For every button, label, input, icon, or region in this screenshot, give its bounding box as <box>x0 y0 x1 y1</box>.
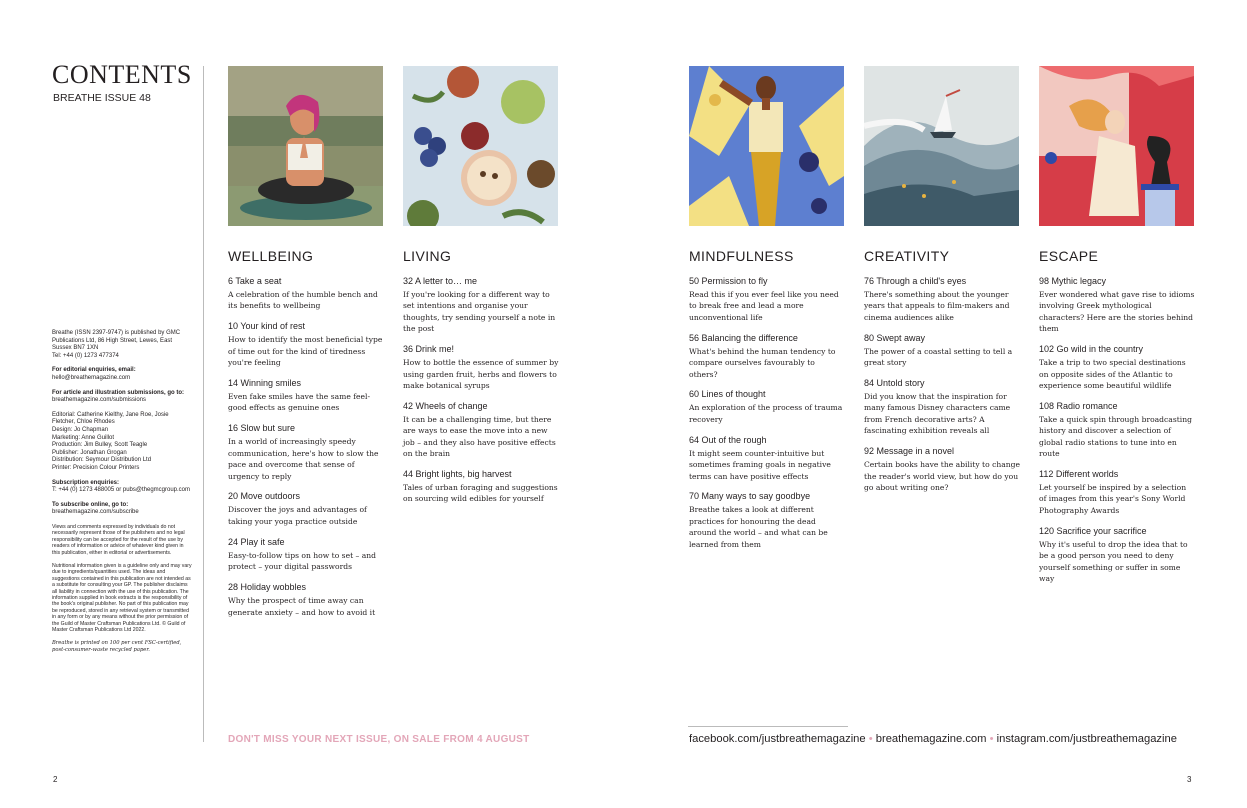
article-title: 102 Go wild in the country <box>1039 344 1144 355</box>
article-description: How to identify the most beneficial type of time out for the kind of tiredness you're feeling <box>228 335 383 368</box>
article-title: 108 Radio romance <box>1039 400 1118 411</box>
article-title: 28 Holiday wobbles <box>228 582 307 593</box>
greek-goddess-illustration <box>1039 66 1194 226</box>
design-credit: Design: Jo Chapman <box>52 426 109 433</box>
article-item[interactable] <box>864 446 1020 493</box>
article-title: 76 Through a child's eyes <box>864 276 967 286</box>
article-item[interactable] <box>1039 469 1195 516</box>
article-description: How to bottle the essence of summer by using garden fruit, herbs and flowers to make botanical syrups <box>403 358 559 390</box>
article-item[interactable] <box>1039 526 1195 585</box>
submissions-url: breathemagazine.com/submissions <box>52 397 147 404</box>
article-description: In a world of increasingly speedy communication, here's how to slow the pace and overcome that sense of urgency to reply <box>228 437 379 481</box>
subscription-contact: T: +44 (0) 1273 488005 or pubs@thegmcgroup.com <box>52 487 191 494</box>
page-number-left: 2 <box>53 775 58 784</box>
section-creativity <box>864 248 1020 503</box>
article-title: 60 Lines of thought <box>689 389 766 400</box>
website-link[interactable]: breathemagazine.com <box>875 733 987 745</box>
article-title: 98 Mythic legacy <box>1039 276 1107 286</box>
section-wellbeing <box>228 248 384 627</box>
disclaimer: Views and comments expressed by individuals do not necessarily represent those of the publishers and no legal responsibility can be accepted for the result of the use by readers of information or advice of whatever kind given in this publication, either in editorial or advertisements. <box>52 523 185 556</box>
social-divider <box>688 726 848 727</box>
article-title: 42 Wheels of change <box>403 400 488 411</box>
article-title: 10 Your kind of rest <box>228 321 306 332</box>
article-item[interactable] <box>1039 276 1195 335</box>
article-description: Did you know that the inspiration for many famous Disney characters came from French decorative arts? A fascinating exhibition reveals all <box>864 392 1011 436</box>
article-description: Discover the joys and advantages of taking your yoga practice outside <box>228 505 367 526</box>
section-title: LIVING <box>403 248 452 264</box>
subscribe-url: breathemagazine.com/subscribe <box>52 509 139 516</box>
article-description: A celebration of the humble bench and its benefits to wellbeing <box>228 290 378 311</box>
article-item[interactable] <box>689 491 845 550</box>
article-item[interactable] <box>228 582 384 618</box>
article-description: It can be a challenging time, but there are ways to ease the move into a new job – and they also have positive effects on the brain <box>403 414 556 459</box>
article-title: 24 Play it safe <box>228 536 285 547</box>
section-living <box>403 248 559 514</box>
distribution-credit: Distribution: Seymour Distribution Ltd <box>52 457 152 464</box>
article-item[interactable] <box>689 333 845 380</box>
print-note: Breathe is printed on 100 per cent FSC-certified, post-consumer-waste recycled paper. <box>52 640 182 653</box>
section-mindfulness <box>689 248 845 560</box>
article-item[interactable] <box>228 537 384 573</box>
editorial-email: hello@breathemagazine.com <box>52 374 131 381</box>
publisher-credit: Publisher: Jonathan Grogan <box>52 449 127 456</box>
section-title: CREATIVITY <box>864 248 950 264</box>
page-number-right: 3 <box>1187 775 1192 784</box>
article-title: 56 Balancing the difference <box>689 332 798 343</box>
editorial-label: For editorial enquiries, email: <box>52 367 136 374</box>
yoga-meditation-illustration <box>228 66 383 226</box>
article-title: 120 Sacrifice your sacrifice <box>1039 525 1147 536</box>
article-title: 92 Message in a novel <box>864 446 955 457</box>
tel-line: Tel: +44 (0) 1273 477374 <box>52 352 119 359</box>
article-item[interactable] <box>1039 344 1195 391</box>
article-title: 112 Different worlds <box>1039 468 1119 479</box>
article-item[interactable] <box>864 333 1020 369</box>
article-title: 14 Winning smiles <box>228 378 302 389</box>
article-description: Certain books have the ability to change the reader's world view, but how do you go about writing one? <box>864 460 1021 492</box>
article-description: Easy-to-follow tips on how to set – and protect – your digital passwords <box>228 550 377 572</box>
subscription-label: Subscription enquiries: <box>52 479 120 486</box>
next-issue-banner: DON'T MISS YOUR NEXT ISSUE, ON SALE FROM 4 AUGUST <box>228 734 530 745</box>
article-item[interactable] <box>864 378 1020 437</box>
article-description: The power of a coastal setting to tell a great story <box>864 346 1013 368</box>
article-title: 36 Drink me! <box>403 344 455 355</box>
article-item[interactable] <box>228 378 384 414</box>
masthead <box>52 330 192 660</box>
article-item[interactable] <box>228 276 384 312</box>
article-title: 70 Many ways to say goodbye <box>689 491 811 502</box>
article-description: Let yourself be inspired by a selection of images from this year's Sony World Photography Awards <box>1039 482 1187 515</box>
article-item[interactable] <box>689 389 845 425</box>
article-item[interactable] <box>403 344 559 391</box>
section-title: ESCAPE <box>1039 248 1099 264</box>
article-description: Tales of urban foraging and suggestions on sourcing wild edibles for yourself <box>403 482 558 504</box>
article-title: 20 Move outdoors <box>228 491 301 502</box>
article-title: 80 Swept away <box>864 332 926 343</box>
article-description: If you're looking for a different way to set intentions and organise your thoughts, try sending yourself a note in the post <box>403 290 556 334</box>
article-item[interactable] <box>403 401 559 460</box>
article-title: 50 Permission to fly <box>689 276 768 286</box>
dancing-figure-illustration <box>689 66 844 226</box>
article-item[interactable] <box>228 423 384 482</box>
printer-credit: Printer: Precision Colour Printers <box>52 464 140 471</box>
article-description: Take a trip to two special destinations on opposite sides of the Atlantic to experience some beautiful wildlife <box>1039 358 1186 390</box>
article-description: Take a quick spin through broadcasting history and discover a selection of global radio stations to tune into en route <box>1039 414 1192 459</box>
article-description: Why it's useful to drop the idea that to be a good person you need to deny yourself something or suffer in some way <box>1039 539 1188 583</box>
article-item[interactable] <box>228 491 384 527</box>
article-description: Even fake smiles have the same feel-good effects as genuine ones <box>228 392 371 413</box>
disclaimer-nutrition: Nutritional information given is a guideline only and may vary due to ingredients/quantities used. The ideas and suggestions contained in this publication are not intended as a substitute for consulting your GP. The publisher disclaims all liability in connection with the use of this publication. The information supplied in book extracts is the responsibility of the book's original publisher. No part of this publication may be reproduced, stored in any retrieval system or transmitted in any form or by any means without the prior permission of the Guild of Master Craftsman Publications Ltd. © Guild of Master Craftsman Publications Ltd 2022. <box>52 562 192 633</box>
issue-label: BREATHE ISSUE 48 <box>53 92 151 104</box>
article-title: 84 Untold story <box>864 378 925 389</box>
article-description: There's something about the younger years that appeals to film-makers and cinema audiences alike <box>864 290 1010 322</box>
marketing-credit: Marketing: Anne Guillot <box>52 434 115 441</box>
instagram-link[interactable]: instagram.com/justbreathemagazine <box>996 733 1177 745</box>
submissions-label: For article and illustration submissions, go to: <box>52 389 185 396</box>
article-item[interactable] <box>689 435 845 482</box>
subscribe-label: To subscribe online, go to: <box>52 501 129 508</box>
article-item[interactable] <box>228 321 384 368</box>
section-title: MINDFULNESS <box>689 248 794 264</box>
article-item[interactable] <box>403 276 559 335</box>
column-divider <box>203 66 204 742</box>
production-credit: Production: Jim Bulley, Scott Teagle <box>52 442 148 449</box>
social-links <box>689 733 1177 745</box>
article-title: 44 Bright lights, big harvest <box>403 468 512 479</box>
sailboat-wave-illustration <box>864 66 1019 226</box>
article-description: Read this if you ever feel like you need to break free and lead a more unconventional life <box>689 290 839 322</box>
article-description: Breathe takes a look at different practices for honouring the dead around the world – and what can be learned from them <box>689 505 828 549</box>
article-description: It might seem counter-intuitive but sometimes framing goals in negative terms can have positive effects <box>689 448 831 481</box>
facebook-link[interactable]: facebook.com/justbreathemagazine <box>689 733 866 745</box>
article-description: Ever wondered what gave rise to idioms involving Greek mythological characters? Here are the stories behind them <box>1039 290 1195 334</box>
article-item[interactable] <box>1039 401 1195 460</box>
section-escape <box>1039 248 1195 594</box>
fruit-pattern-illustration <box>403 66 558 226</box>
publisher-line: Breathe (ISSN 2397-9747) is published by GMC Publications Ltd, 86 High Street, Lewes, East Sussex BN7 1XN <box>52 330 181 352</box>
article-description: Why the prospect of time away can generate anxiety – and how to avoid it <box>228 596 376 617</box>
separator-dot: • <box>989 733 994 745</box>
article-title: 32 A letter to… me <box>403 276 478 286</box>
article-description: An exploration of the process of trauma recovery <box>689 403 843 424</box>
article-title: 16 Slow but sure <box>228 423 296 434</box>
article-description: What's behind the human tendency to compare ourselves favourably to others? <box>689 346 836 379</box>
article-item[interactable] <box>864 276 1020 323</box>
page-title: CONTENTS <box>52 60 192 89</box>
article-title: 6 Take a seat <box>228 276 282 286</box>
article-item[interactable] <box>403 469 559 505</box>
article-item[interactable] <box>689 276 845 323</box>
article-title: 64 Out of the rough <box>689 434 767 445</box>
separator-dot: • <box>868 733 873 745</box>
section-title: WELLBEING <box>228 248 314 264</box>
editorial-team: Editorial: Catherine Kielthy, Jane Roe, Josie Fletcher, Chloe Rhodes <box>52 411 169 426</box>
